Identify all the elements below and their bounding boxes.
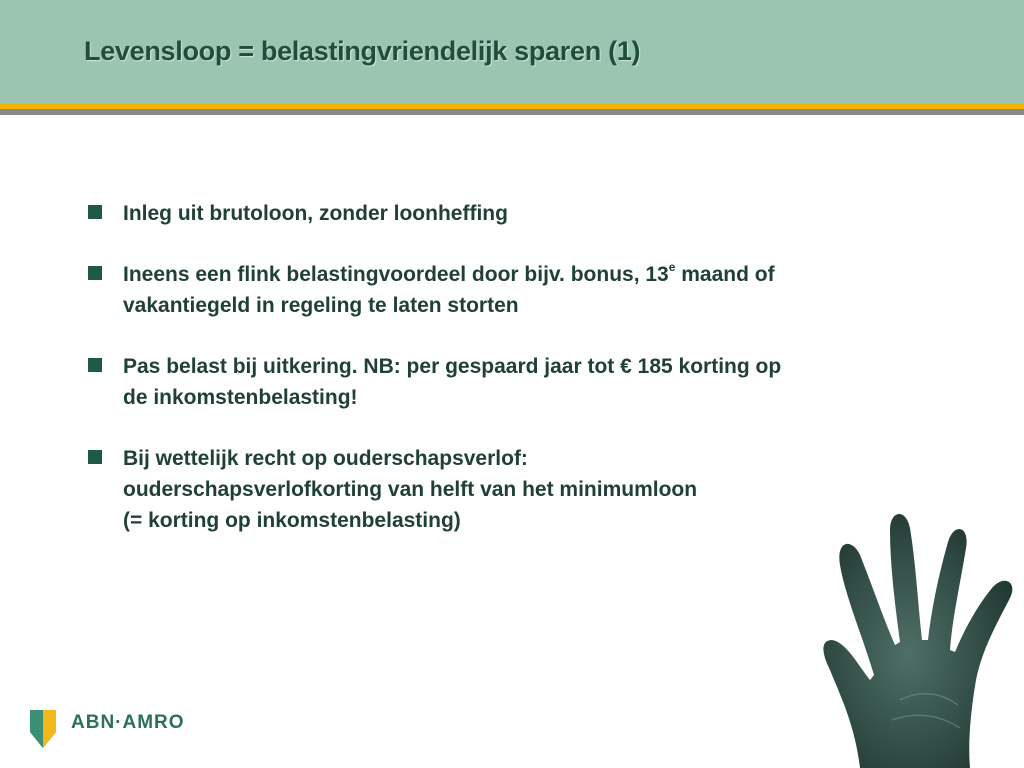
bullet-line xyxy=(123,259,946,290)
square-bullet-icon xyxy=(88,358,102,372)
square-bullet-icon xyxy=(88,450,102,464)
bullet-line: vakantiegeld in regeling te laten storten xyxy=(123,294,519,317)
bullet-item xyxy=(86,351,946,413)
bullet-text: maand of xyxy=(675,263,775,286)
bullet-line: (= korting op inkomstenbelasting) xyxy=(123,509,461,532)
superscript-e: e xyxy=(668,260,676,274)
bullet-line: de inkomstenbelasting! xyxy=(123,386,358,409)
logo-wordmark: ABN·AMRO xyxy=(71,712,185,733)
bullet-item xyxy=(86,259,946,321)
slide-title: Levensloop = belastingvriendelijk sparen (1) xyxy=(84,36,641,66)
bullet-item xyxy=(86,198,946,229)
bullet-line: Bij wettelijk recht op ouderschapsverlof: xyxy=(123,447,528,470)
hand-photo xyxy=(800,500,1024,768)
square-bullet-icon xyxy=(88,205,102,219)
bullet-line: ouderschapsverlofkorting van helft van het minimumloon xyxy=(123,478,698,501)
square-bullet-icon xyxy=(88,266,102,280)
header-stripe-grey xyxy=(0,109,1024,115)
bullet-line: Pas belast bij uitkering. NB: per gespaard jaar tot € 185 korting op xyxy=(123,355,782,378)
bullet-line: Inleg uit brutoloon, zonder loonheffing xyxy=(123,202,508,225)
bullet-text: Ineens een flink belastingvoordeel door bijv. bonus, 13 xyxy=(123,263,669,286)
